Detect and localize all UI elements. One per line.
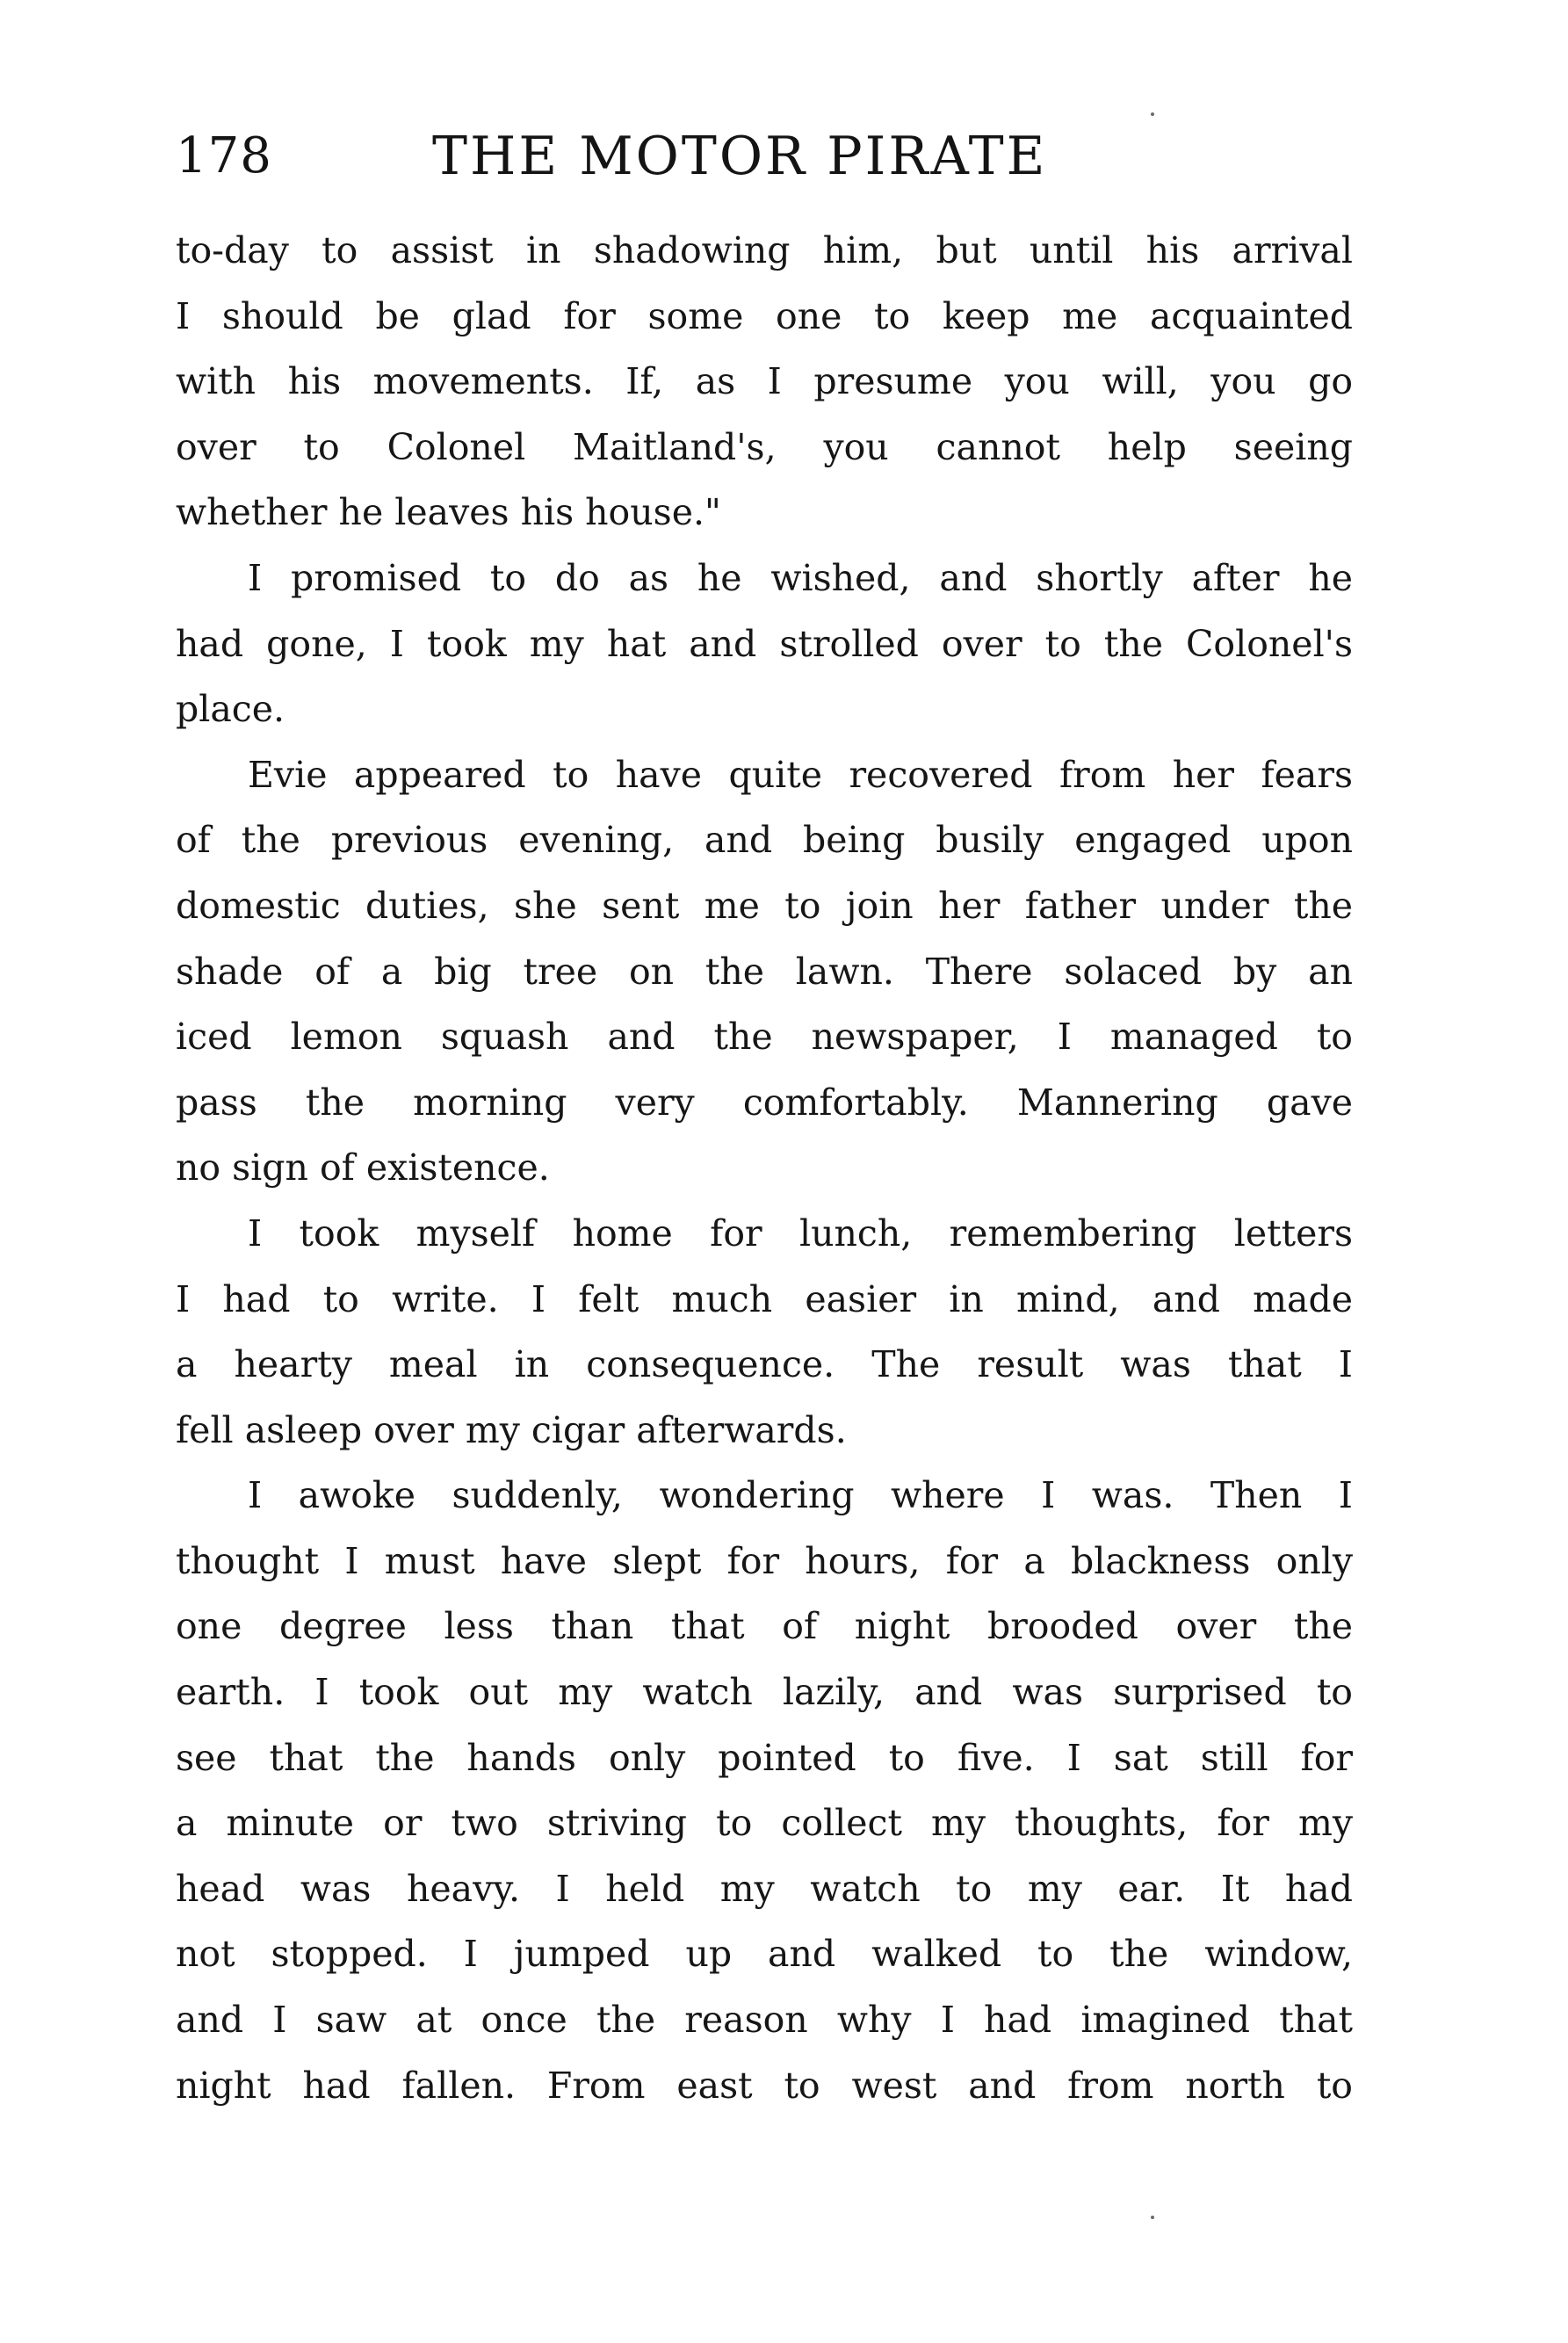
text-line: place. [176,688,285,731]
paragraph [176,742,1353,1201]
page-header [176,121,1195,192]
text-line: shade of a big tree on the lawn. There solaced by an [176,950,1353,993]
body-text [176,218,1353,2118]
text-line: a minute or two striving to collect my thoughts, for my [176,1802,1353,1845]
text-line: pass the morning very comfortably. Mannering gave [176,1081,1353,1124]
paragraph [176,546,1353,742]
text-line: I should be glad for some one to keep me acquainted [176,294,1353,337]
paragraph [176,1463,1353,2118]
paper-speck [1151,112,1154,116]
text-line: fell asleep over my cigar afterwards. [176,1408,847,1451]
paragraph [176,1201,1353,1463]
text-line: iced lemon squash and the newspaper, I managed to [176,1016,1353,1059]
text-line: head was heavy. I held my watch to my ear. It had [176,1867,1353,1910]
text-line: domestic duties, she sent me to join her father under the [176,884,1353,927]
text-line: one degree less than that of night brooded over the [176,1605,1353,1648]
text-line: whether he leaves his house." [176,491,721,534]
text-line: no sign of existence. [176,1146,550,1190]
text-line: and I saw at once the reason why I had imagined that [176,1999,1353,2042]
text-line: Evie appeared to have quite recovered from her fears [248,753,1353,796]
text-line: thought I must have slept for hours, for a blackness only [176,1539,1353,1582]
text-line: I took myself home for lunch, remembering letters [248,1211,1353,1255]
text-line: I promised to do as he wished, and shortly after he [248,556,1353,599]
text-line: not stopped. I jumped up and walked to the window, [176,1933,1353,1976]
paragraph [176,218,1353,546]
paper-speck [1151,2216,1154,2219]
text-line: over to Colonel Maitland's, you cannot help seeing [176,425,1353,468]
text-line: with his movements. If, as I presume you will, you go [176,360,1353,403]
text-line: see that the hands only pointed to five. I sat still for [176,1736,1353,1779]
page-number: 178 [176,127,272,184]
text-line: I awoke suddenly, wondering where I was. Then I [248,1474,1353,1517]
text-line: of the previous evening, and being busily engaged upon [176,819,1353,862]
text-line: night had fallen. From east to west and from north to [176,2064,1353,2107]
text-line: had gone, I took my hat and strolled over to the Colonel's [176,622,1353,665]
text-line: to-day to assist in shadowing him, but until his arrival [176,229,1353,271]
text-line: I had to write. I felt much easier in mind, and made [176,1277,1353,1320]
running-title: THE MOTOR PIRATE [432,126,1048,187]
text-line: a hearty meal in consequence. The result was that I [176,1343,1353,1386]
text-line: earth. I took out my watch lazily, and was surprised to [176,1671,1353,1714]
